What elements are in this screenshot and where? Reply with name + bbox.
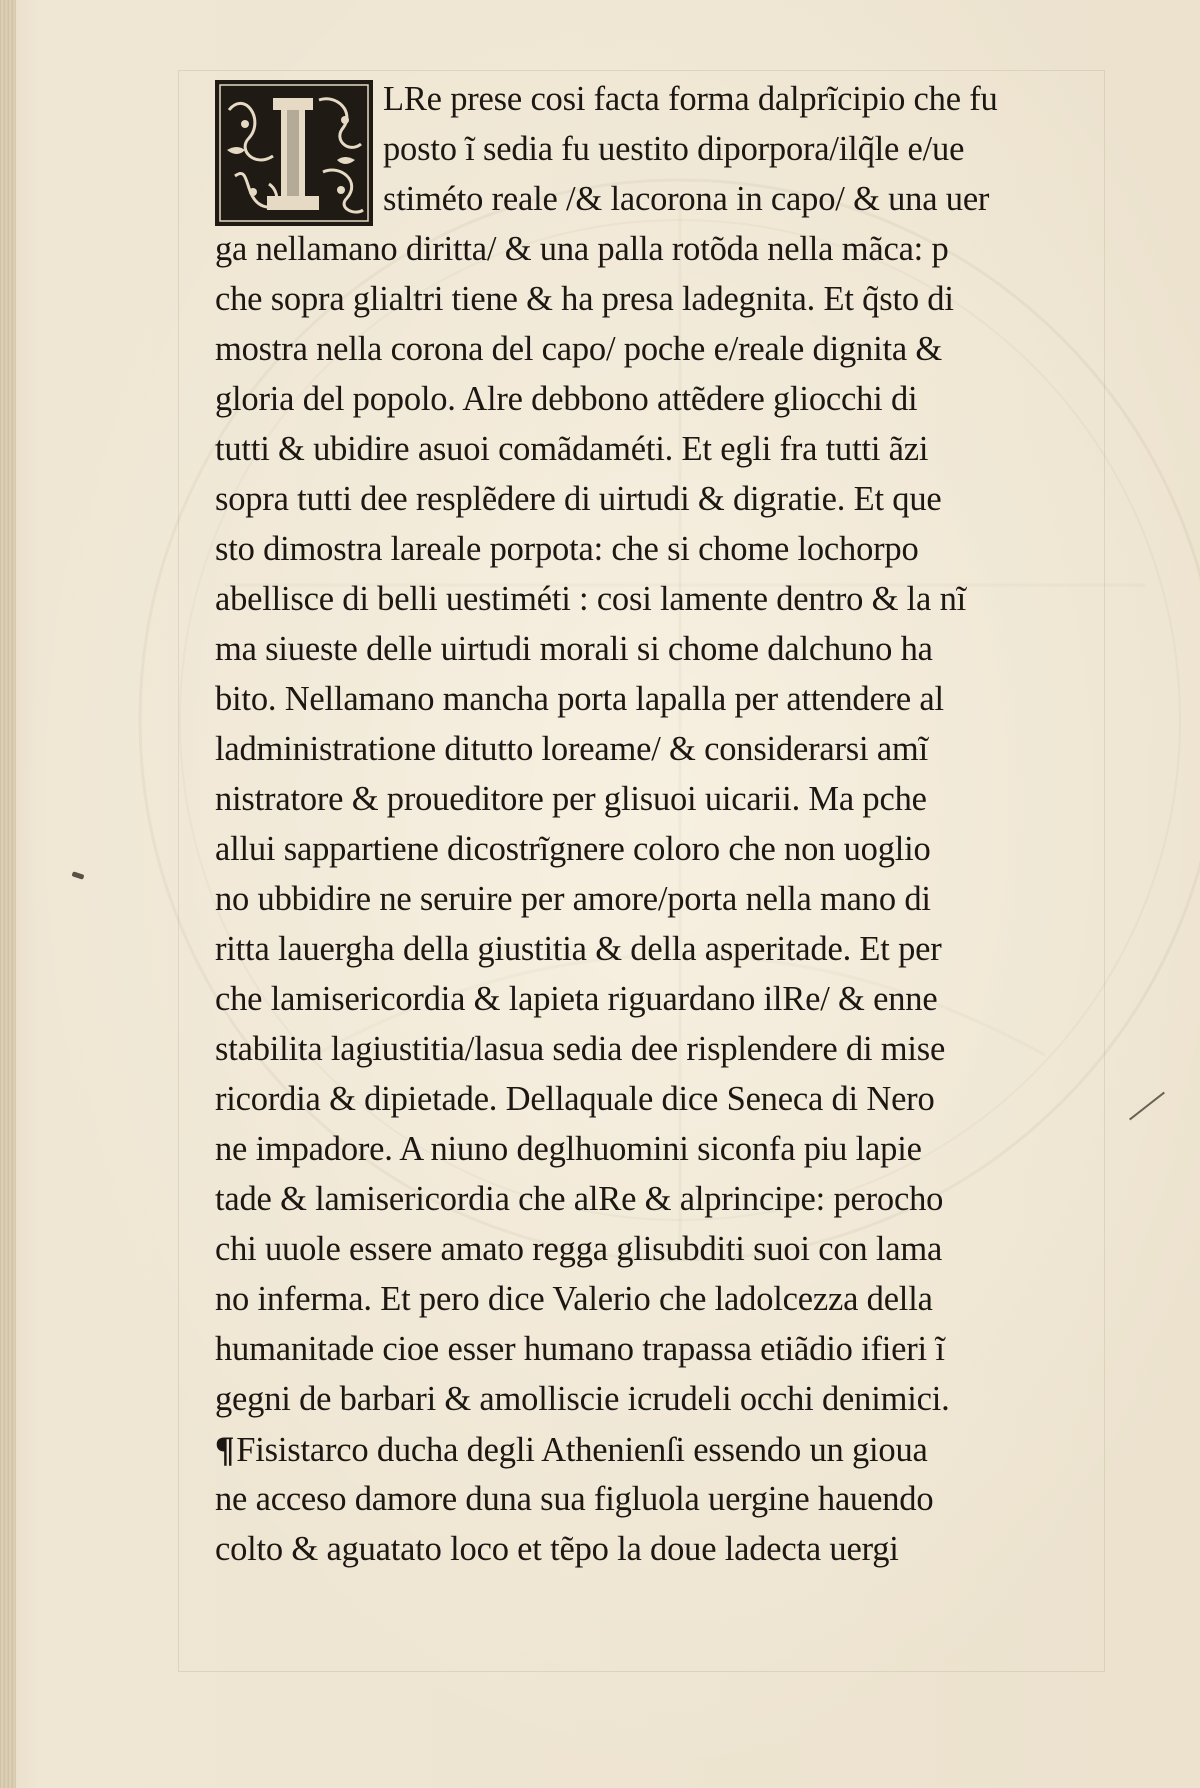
text-line: gegni de barbari & amolliscie icrudeli occhi denimici. (215, 1380, 950, 1418)
text-line: che lamisericordia & lapieta riguardano ilRe/ & enne (215, 980, 938, 1018)
paragraph-start-line (215, 1424, 1120, 1474)
text-line: allui sappartiene dicostrĩgnere coloro che non uoglio (215, 830, 931, 868)
decorated-initial-icon (215, 80, 373, 226)
page-edge (0, 0, 16, 1788)
text-line: ritta lauergha della giustitia & della asperitade. Et per (215, 930, 942, 968)
text-line: chi uuole essere amato regga glisubditi suoi con lama (215, 1230, 943, 1268)
text-line: stiméto reale /& lacorona in capo/ & una uer (383, 180, 990, 218)
text-line: stabilita lagiustitia/lasua sedia dee risplendere di mise (215, 1030, 946, 1068)
text-line: ne acceso damore duna sua figluola uergine hauendo (215, 1480, 934, 1518)
text-line: ricordia & dipietade. Dellaquale dice Seneca di Nero (215, 1080, 935, 1118)
text-line: ladministratione ditutto loreame/ & considerarsi amĩ (215, 730, 928, 768)
text-line: nistratore & proueditore per glisuoi uicarii. Ma pche (215, 780, 927, 818)
text-line: LRe prese cosi facta forma dalprĩcipio che fu (383, 80, 998, 118)
text-line: humanitade cioe esser humano trapassa etiãdio ifieri ĩ (215, 1330, 945, 1368)
text-line: ga nellamano diritta/ & una palla rotõda nella mãca: p (215, 230, 949, 268)
pilcrow-icon: ¶ (215, 1429, 235, 1469)
text-line: colto & aguatato loco et tẽpo la doue ladecta uergi (215, 1530, 899, 1568)
text-line: che sopra glialtri tiene & ha presa ladegnita. Et q̃sto di (215, 280, 954, 318)
text-line: no ubbidire ne seruire per amore/porta nella mano di (215, 880, 931, 918)
margin-pen-stroke (1129, 1092, 1165, 1121)
ink-speck (72, 871, 85, 879)
text-line: no inferma. Et pero dice Valerio che ladolcezza della (215, 1280, 933, 1318)
text-block (215, 74, 1120, 1574)
text-line: bito. Nellamano mancha porta lapalla per attendere al (215, 680, 944, 718)
text-line: mostra nella corona del capo/ poche e/reale dignita & (215, 330, 943, 368)
text-line: posto ĩ sedia fu uestito diporpora/ilq̃le e/ue (383, 130, 965, 168)
text-line: tutti & ubidire asuoi comãdaméti. Et egli fra tutti ãzi (215, 430, 929, 468)
text-line: gloria del popolo. Alre debbono attẽdere gliocchi di (215, 380, 918, 418)
text-line: ma siueste delle uirtudi morali si chome dalchuno ha (215, 630, 933, 668)
text-line: ne impadore. A niuno deglhuomini siconfa piu lapie (215, 1130, 922, 1168)
text-line: Fisistarco ducha degli Athenienſi essendo un gioua (236, 1431, 928, 1469)
text-line: sopra tutti dee resplẽdere di uirtudi & digratie. Et que (215, 480, 942, 518)
text-line: tade & lamisericordia che alRe & alprincipe: perocho (215, 1180, 944, 1218)
text-line: abellisce di belli uestiméti : cosi lamente dentro & la nĩ (215, 580, 967, 618)
text-line: sto dimostra lareale porpota: che si chome lochorpo (215, 530, 919, 568)
